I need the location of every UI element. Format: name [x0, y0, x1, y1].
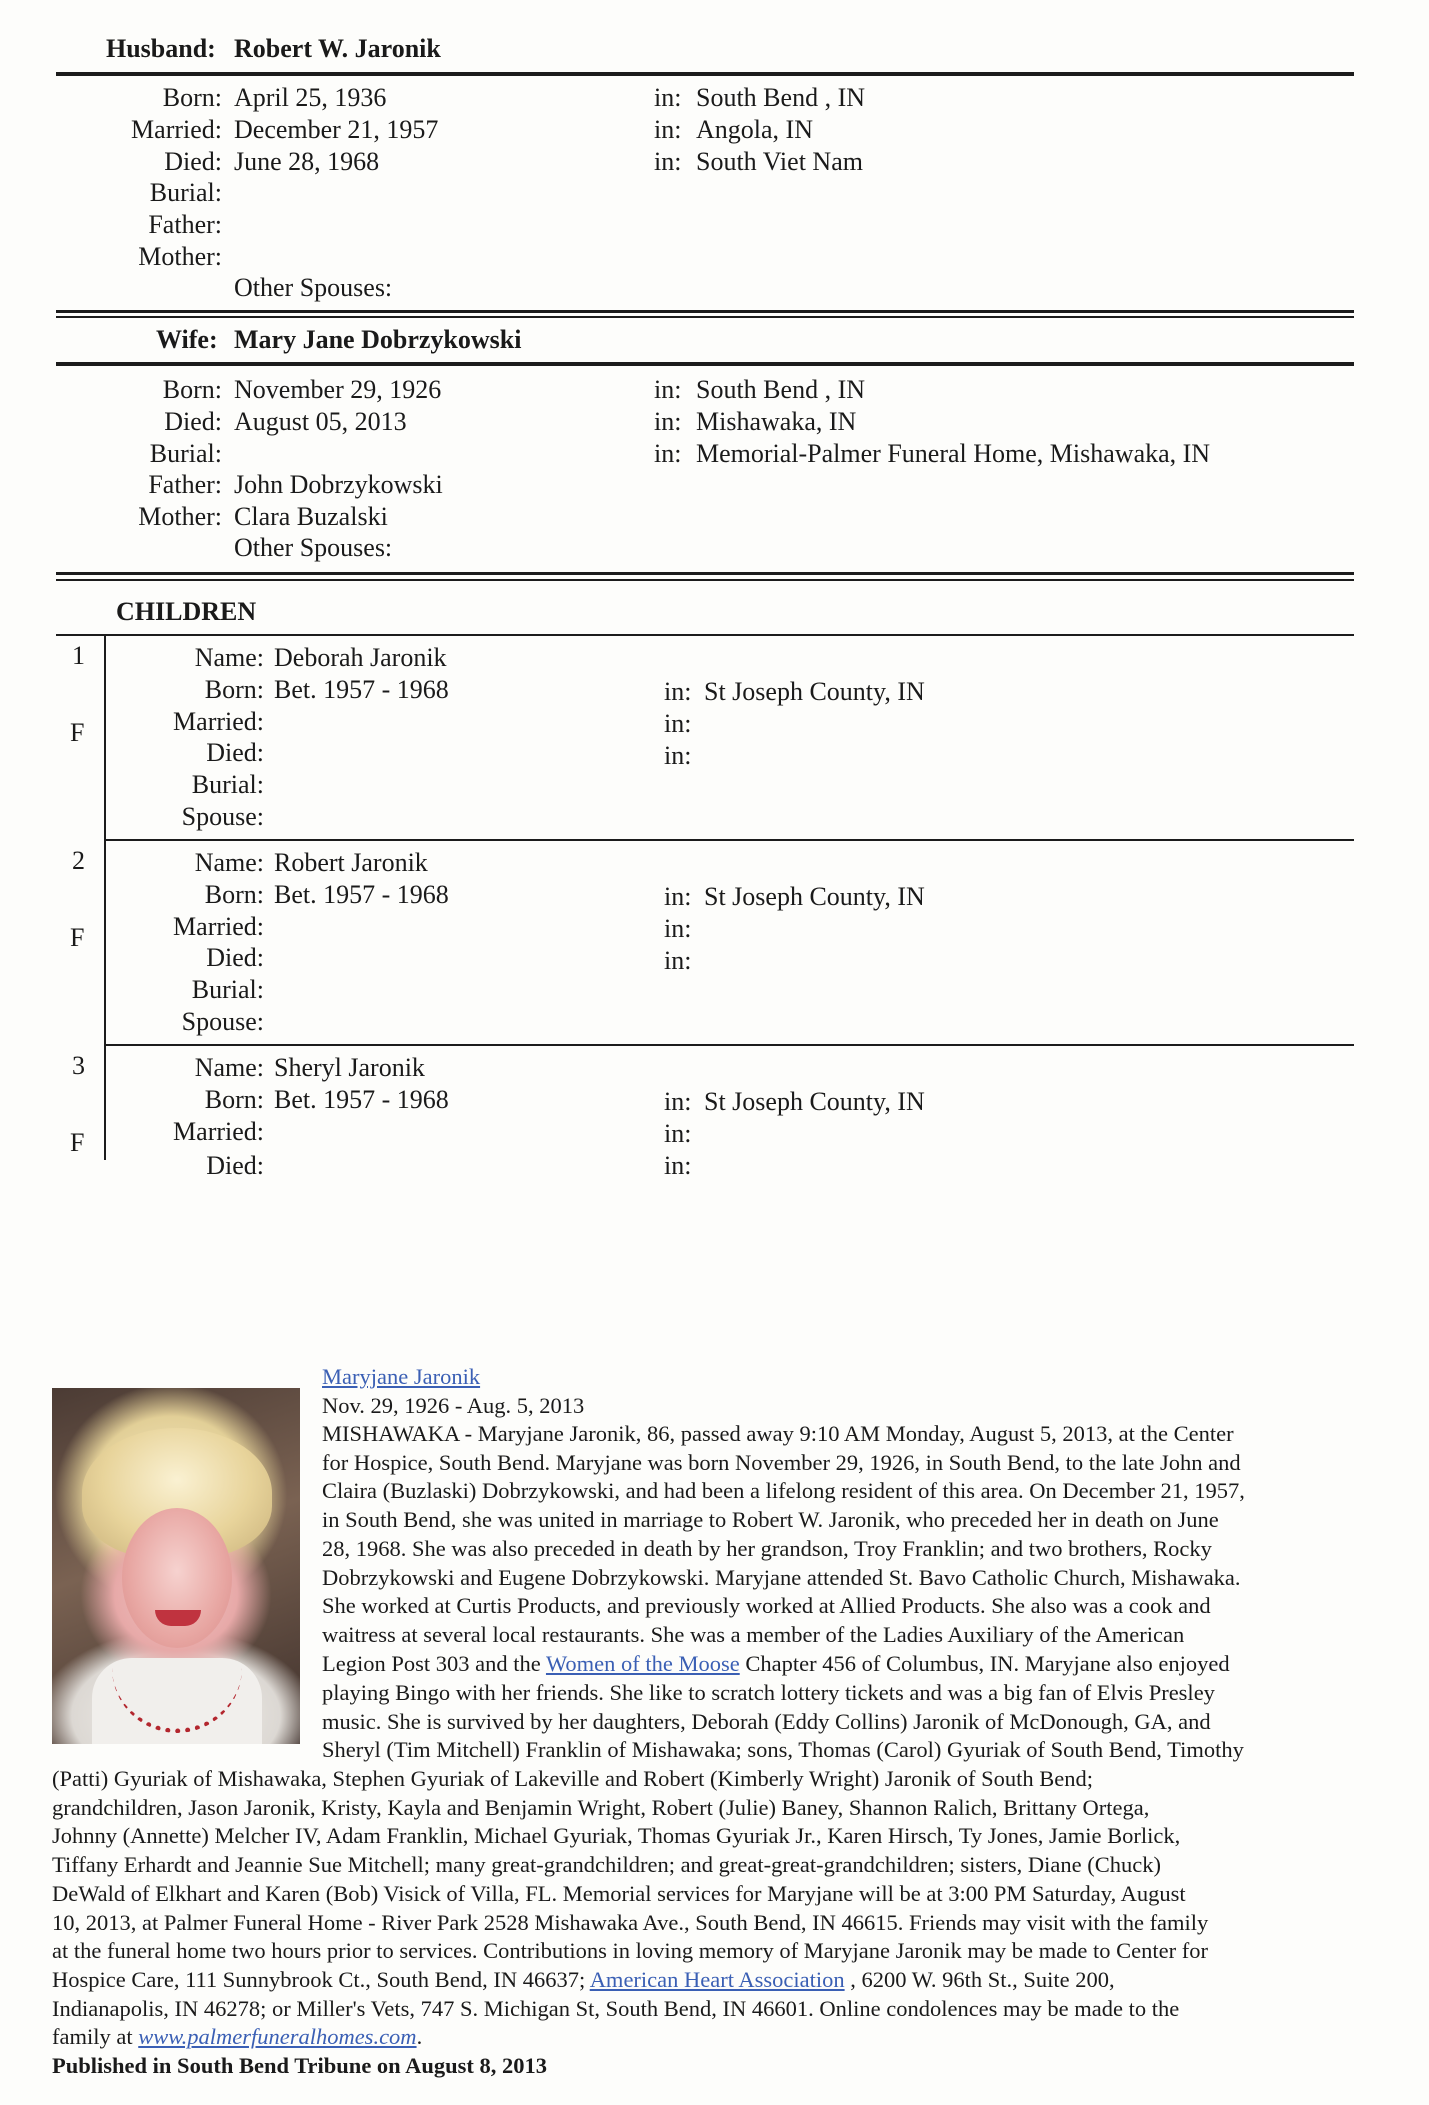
child-row-rule — [104, 1044, 1354, 1046]
child-number: 1 — [72, 641, 85, 670]
obituary-line: MISHAWAKA - Maryjane Jaronik, 86, passed away 9:10 AM Monday, August 5, 2013, at the Center — [322, 1421, 1234, 1446]
wife-title: Wife: — [156, 325, 218, 354]
wife-value: August 05, 2013 — [234, 406, 407, 436]
child-spouse-label: Spouse: — [181, 802, 264, 831]
child-born-place: St Joseph County, IN — [704, 1087, 925, 1116]
child-born: Bet. 1957 - 1968 — [274, 880, 449, 909]
husband-in-label: in: — [654, 146, 682, 176]
obituary-line-aha: Hospice Care, 111 Sunnybrook Ct., South Bend, IN 46637; American Heart Association , 6200 W. 96th St., Suite 200, — [52, 1967, 1115, 1992]
child-married-label: Married: — [173, 706, 264, 736]
women-of-the-moose-link[interactable]: Women of the Moose — [545, 1651, 740, 1676]
wife-place: Mishawaka, IN — [696, 406, 857, 436]
child-died-label: Died: — [206, 943, 264, 973]
child-in-label: in: — [664, 882, 692, 911]
wife-place: South Bend , IN — [696, 375, 865, 404]
child-born-place: St Joseph County, IN — [704, 677, 925, 706]
child-in-label: in: — [664, 914, 692, 943]
child-burial-label: Burial: — [191, 770, 264, 800]
husband-title: Husband: — [106, 34, 216, 63]
obituary-line: for Hospice, South Bend. Maryjane was born November 29, 1926, in South Bend, to the late John and — [322, 1449, 1241, 1475]
child-married-label: Married: — [173, 1116, 264, 1146]
husband-place: South Bend , IN — [696, 83, 865, 112]
wife-label: Mother: — [138, 502, 222, 532]
rule — [56, 579, 1354, 581]
wife-label: Born: — [162, 375, 222, 404]
wife-place: Memorial-Palmer Funeral Home, Mishawaka, IN — [696, 438, 1211, 468]
husband-label: Died: — [164, 146, 222, 176]
obituary-line: Dobrzykowski and Eugene Dobrzykowski. Maryjane attended St. Bavo Catholic Church, Mishawaka. — [322, 1564, 1241, 1590]
child-in-label: in: — [664, 1151, 692, 1180]
child-in-label: in: — [664, 945, 692, 975]
wife-value: November 29, 1926 — [234, 375, 442, 404]
rule — [56, 310, 1354, 313]
husband-value: December 21, 1957 — [234, 114, 439, 144]
child-name-label: Name: — [194, 848, 264, 877]
wife-value: Clara Buzalski — [234, 502, 388, 532]
obituary-line: 10, 2013, at Palmer Funeral Home - River Park 2528 Mishawaka Ave., South Bend, IN 46615. Friends may visit with the family — [52, 1909, 1209, 1935]
child-name: Sheryl Jaronik — [274, 1053, 425, 1082]
child-sex: F — [70, 718, 85, 747]
wife-in-label: in: — [654, 438, 682, 468]
husband-value: June 28, 1968 — [234, 146, 380, 176]
obituary-dates: Nov. 29, 1926 - Aug. 5, 2013 — [322, 1393, 585, 1418]
obituary-line: She worked at Curtis Products, and previously worked at Allied Products. She also was a cook and — [322, 1593, 1211, 1619]
child-row-rule — [104, 839, 1354, 841]
child-died-label: Died: — [206, 1151, 264, 1180]
rule — [56, 316, 1354, 318]
children-heading: CHILDREN — [116, 597, 257, 626]
wife-label: Burial: — [149, 438, 222, 468]
child-married-label: Married: — [173, 911, 264, 941]
child-name-label: Name: — [194, 1053, 264, 1082]
child-in-label: in: — [664, 709, 692, 738]
wife-other-spouses: Other Spouses: — [234, 533, 393, 562]
wife-name: Mary Jane Dobrzykowski — [234, 325, 522, 354]
child-born-label: Born: — [204, 879, 264, 909]
husband-label: Burial: — [149, 178, 222, 208]
child-in-label: in: — [664, 740, 692, 770]
rule — [56, 72, 1354, 76]
child-born-place: St Joseph County, IN — [704, 882, 925, 911]
obituary-line-moose: Legion Post 303 and the Women of the Moose Chapter 456 of Columbus, IN. Maryjane also enjoyed — [322, 1651, 1230, 1676]
husband-place: South Viet Nam — [696, 146, 863, 176]
obituary-line: Sheryl (Tim Mitchell) Franklin of Mishawaka; sons, Thomas (Carol) Gyuriak of South Bend, Timothy — [322, 1737, 1244, 1763]
child-name: Deborah Jaronik — [274, 643, 447, 672]
child-in-label: in: — [664, 1087, 692, 1116]
child-name-label: Name: — [194, 643, 264, 672]
child-number: 3 — [72, 1051, 85, 1080]
obituary-line: in South Bend, she was united in marriage to Robert W. Jaronik, who preceded her in death on June — [322, 1507, 1219, 1533]
clipped-row — [56, 1151, 1356, 1180]
obituary-line: 28, 1968. She was also preceded in death by her grandson, Troy Franklin; and two brothers, Rocky — [322, 1535, 1212, 1561]
child-sex: F — [70, 923, 85, 952]
obituary-line: waitress at several local restaurants. She was a member of the Ladies Auxiliary of the American — [322, 1621, 1185, 1647]
husband-label: Born: — [162, 83, 222, 112]
obituary-line: Tiffany Erhardt and Jeannie Sue Mitchell; many great-grandchildren; and great-great-grandchildren; sisters, Diane (Chuck) — [52, 1852, 1162, 1878]
child-born-label: Born: — [204, 1084, 264, 1114]
husband-name: Robert W. Jaronik — [234, 34, 441, 63]
obituary-line: Johnny (Annette) Melcher IV, Adam Franklin, Michael Gyuriak, Thomas Gyuriak Jr., Karen Hirsch, Ty Jones, Jamie Borlick, — [52, 1823, 1181, 1849]
obituary-line: DeWald of Elkhart and Karen (Bob) Visick of Villa, FL. Memorial services for Maryjane will be at 3:00 PM Saturday, August — [52, 1880, 1186, 1906]
obituary-line: grandchildren, Jason Jaronik, Kristy, Kayla and Benjamin Wright, Robert (Julie) Baney, Shannon Ralich, Brittany Ortega, — [52, 1794, 1150, 1820]
wife-label: Father: — [148, 470, 222, 500]
child-name: Robert Jaronik — [274, 848, 428, 877]
american-heart-association-link[interactable]: American Heart Association — [589, 1967, 845, 1992]
rule — [56, 362, 1354, 366]
child-in-label: in: — [664, 1119, 692, 1148]
husband-other-spouses: Other Spouses: — [234, 273, 393, 302]
wife-in-label: in: — [654, 406, 682, 436]
obituary-line: Indianapolis, IN 46278; or Miller's Vets, 747 S. Michigan St, South Bend, IN 46601. Online condolences may be made to the — [52, 1996, 1180, 2021]
obituary-name-link[interactable]: Maryjane Jaronik — [322, 1364, 481, 1389]
child-born: Bet. 1957 - 1968 — [274, 675, 449, 704]
child-born-label: Born: — [204, 674, 264, 704]
wife-in-label: in: — [654, 375, 682, 404]
rule — [56, 634, 1354, 636]
child-spouse-label: Spouse: — [181, 1007, 264, 1036]
rule — [56, 572, 1354, 575]
husband-value: April 25, 1936 — [234, 83, 387, 112]
obituary-line: Claira (Buzlaski) Dobrzykowski, and had been a lifelong resident of this area. On December 21, 1957, — [322, 1478, 1245, 1504]
obituary-line: playing Bingo with her friends. She like to scratch lottery tickets and was a big fan of Elvis Presley — [322, 1680, 1215, 1705]
husband-in-label: in: — [654, 114, 682, 144]
husband-label: Mother: — [138, 242, 222, 271]
palmer-funeral-homes-link[interactable]: www.palmerfuneralhomes.com — [138, 2024, 417, 2049]
child-number: 2 — [72, 846, 85, 875]
obituary-line: (Patti) Gyuriak of Mishawaka, Stephen Gyuriak of Lakeville and Robert (Kimberly Wright) Jaronik of South Bend; — [52, 1766, 1093, 1791]
child-in-label: in: — [664, 677, 692, 706]
wife-label: Died: — [164, 406, 222, 436]
child-died-label: Died: — [206, 738, 264, 768]
child-sex: F — [70, 1128, 85, 1157]
husband-label: Married: — [131, 114, 222, 144]
husband-label: Father: — [148, 210, 222, 240]
obituary-line-family: family at www.palmerfuneralhomes.com. — [52, 2024, 423, 2049]
child-burial-label: Burial: — [191, 975, 264, 1005]
child-born: Bet. 1957 - 1968 — [274, 1085, 449, 1114]
husband-in-label: in: — [654, 83, 682, 112]
obituary-line: music. She is survived by her daughters, Deborah (Eddy Collins) Jaronik of McDonough, GA, and — [322, 1708, 1211, 1734]
wife-value: John Dobrzykowski — [234, 470, 443, 500]
husband-place: Angola, IN — [696, 114, 813, 144]
obituary-photo — [52, 1388, 300, 1744]
obituary-line: at the funeral home two hours prior to services. Contributions in loving memory of Maryjane Jaronik may be made to Center for — [52, 1938, 1208, 1964]
obituary-published: Published in South Bend Tribune on August 8, 2013 — [52, 2053, 547, 2078]
